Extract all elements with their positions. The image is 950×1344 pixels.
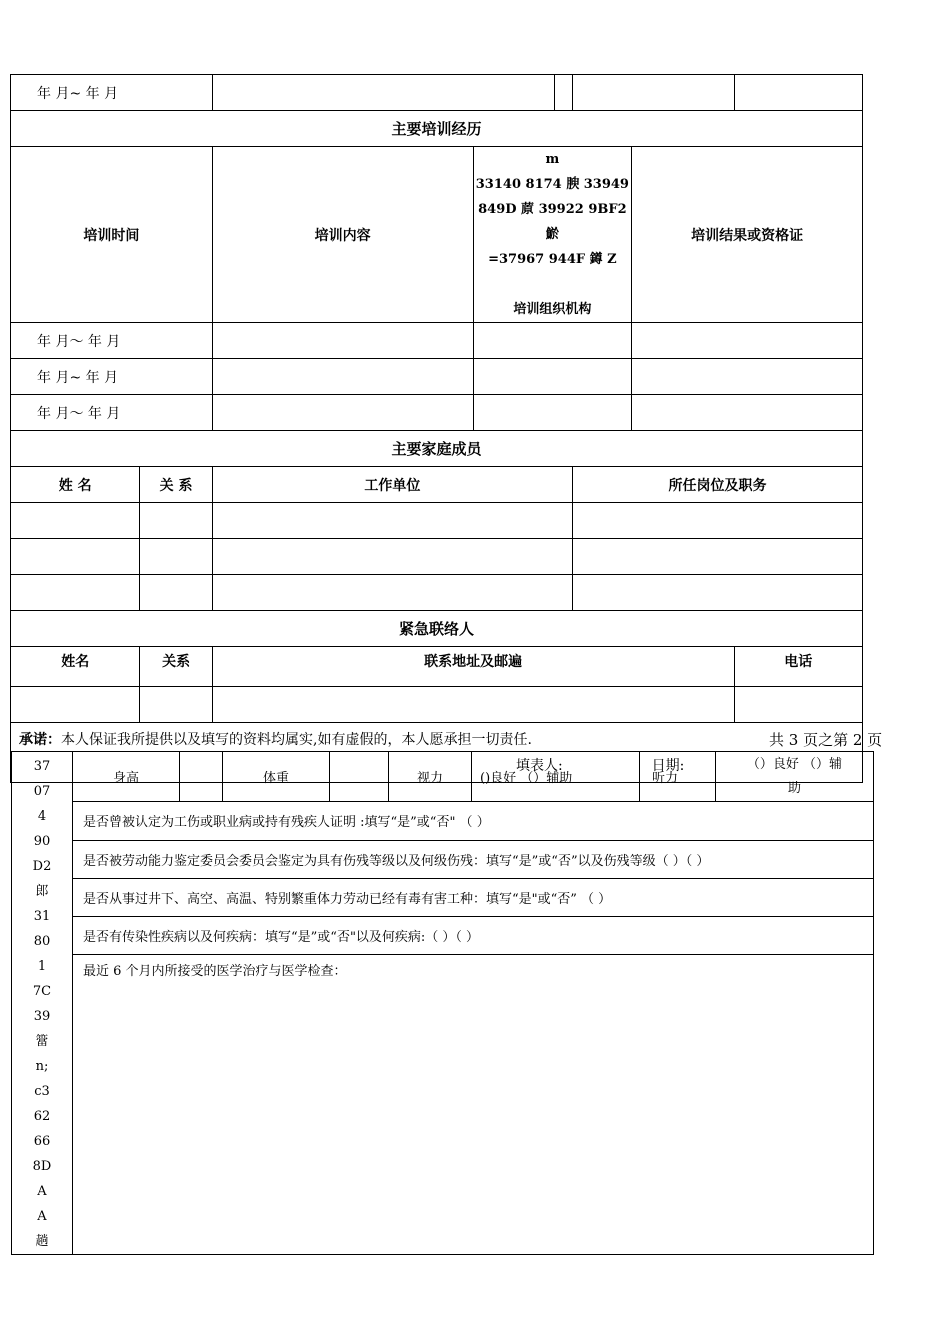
training-row bbox=[11, 359, 863, 395]
application-form-table bbox=[10, 74, 863, 783]
training-content-cell[interactable] bbox=[212, 395, 473, 431]
side-garbled-column bbox=[12, 752, 73, 1255]
side-line: 37 bbox=[33, 759, 51, 774]
side-line: 簹 bbox=[35, 1034, 49, 1049]
training-content-header: 培训内容 bbox=[212, 147, 473, 323]
training-result-header: 培训结果或资格证 bbox=[632, 147, 863, 323]
side-line: 趟 bbox=[35, 1234, 49, 1249]
side-line: 1 bbox=[37, 959, 47, 974]
training-date-range[interactable]: 年 月～ 年 月 bbox=[11, 323, 213, 359]
family-row bbox=[11, 575, 863, 611]
family-work-unit-cell[interactable] bbox=[212, 503, 572, 539]
family-position-header: 所任岗位及职务 bbox=[572, 467, 862, 503]
training-section-title: 主要培训经历 bbox=[11, 111, 863, 147]
training-result-cell[interactable] bbox=[632, 323, 863, 359]
family-name-header: 姓 名 bbox=[11, 467, 140, 503]
emergency-phone-cell[interactable] bbox=[734, 687, 863, 723]
training-org-label: 培训组织机构 bbox=[513, 302, 592, 317]
side-line: 8D bbox=[32, 1159, 52, 1174]
hearing-label: 听力 bbox=[640, 752, 716, 802]
vision-options[interactable]: ()良好 （）辅助 bbox=[472, 752, 640, 802]
side-line: 4 bbox=[37, 809, 47, 824]
emergency-relation-header: 关系 bbox=[140, 647, 212, 687]
date-label: 日期: bbox=[651, 758, 685, 774]
emergency-address-header: 联系地址及邮遍 bbox=[212, 647, 734, 687]
family-work-unit-cell[interactable] bbox=[212, 575, 572, 611]
emergency-row bbox=[11, 687, 863, 723]
emergency-name-cell[interactable] bbox=[11, 687, 140, 723]
hearing-options-line-2: 助 bbox=[787, 780, 801, 796]
family-position-cell[interactable] bbox=[572, 503, 862, 539]
side-line: 郎 bbox=[35, 884, 49, 899]
training-date-range[interactable]: 年 月～ 年 月 bbox=[11, 395, 213, 431]
training-result-cell[interactable] bbox=[632, 359, 863, 395]
emergency-header-row bbox=[11, 647, 863, 687]
training-content-cell[interactable] bbox=[212, 359, 473, 395]
training-header-row bbox=[11, 147, 863, 323]
infectious-disease-question[interactable]: 是否有传染性疾病以及何疾病：填写“是”或“否"以及何疾病:（ ）（ ） bbox=[73, 916, 874, 954]
family-section-title: 主要家庭成员 bbox=[11, 431, 863, 467]
side-line: 07 bbox=[33, 784, 51, 799]
side-line: D2 bbox=[32, 859, 52, 874]
family-name-cell[interactable] bbox=[11, 503, 140, 539]
family-relation-cell[interactable] bbox=[140, 575, 212, 611]
side-line: A bbox=[37, 1184, 47, 1199]
training-org-header bbox=[473, 147, 632, 323]
work-position-cell[interactable] bbox=[554, 75, 572, 111]
emergency-relation-cell[interactable] bbox=[140, 687, 212, 723]
training-result-cell[interactable] bbox=[632, 395, 863, 431]
side-line: 80 bbox=[33, 934, 51, 949]
family-relation-cell[interactable] bbox=[140, 503, 212, 539]
training-org-cell[interactable] bbox=[473, 395, 632, 431]
family-relation-header: 关 系 bbox=[140, 467, 212, 503]
work-unit-cell[interactable] bbox=[212, 75, 554, 111]
pledge-text: 本人保证我所提供以及填写的资料均属实,如有虚假的，本人愿承担一切责任. bbox=[61, 732, 532, 748]
hearing-options-line-1: （）良好 （）辅 bbox=[746, 756, 843, 772]
side-line: 39 bbox=[33, 1009, 51, 1024]
side-line: n; bbox=[35, 1059, 49, 1074]
hearing-options[interactable] bbox=[716, 752, 874, 802]
work-salary-cell[interactable] bbox=[572, 75, 734, 111]
side-line: 66 bbox=[33, 1134, 51, 1149]
work-injury-question[interactable]: 是否曾被认定为工伤或职业病或持有残疾人证明 :填写“是”或“否" （ ） bbox=[73, 802, 874, 840]
family-relation-cell[interactable] bbox=[140, 539, 212, 575]
training-org-garbled-line-1: m bbox=[545, 152, 560, 167]
side-line: 31 bbox=[33, 909, 51, 924]
height-label: 身高 bbox=[73, 752, 180, 802]
hazardous-work-question[interactable]: 是否从事过井下、高空、高温、特别繁重体力劳动已经有毒有害工种：填写“是"或“否” （ ） bbox=[73, 878, 874, 916]
medical-history-field[interactable] bbox=[73, 955, 874, 1255]
weight-label: 体重 bbox=[223, 752, 330, 802]
training-time-header: 培训时间 bbox=[11, 147, 213, 323]
side-line: 90 bbox=[33, 834, 51, 849]
pledge-label: 承诺： bbox=[19, 732, 61, 748]
training-row bbox=[11, 323, 863, 359]
family-position-cell[interactable] bbox=[572, 539, 862, 575]
family-position-cell[interactable] bbox=[572, 575, 862, 611]
side-line: 62 bbox=[33, 1109, 51, 1124]
health-info-table bbox=[11, 751, 874, 1255]
weight-value-cell[interactable] bbox=[330, 752, 389, 802]
family-row bbox=[11, 503, 863, 539]
family-name-cell[interactable] bbox=[11, 539, 140, 575]
emergency-name-header: 姓名 bbox=[11, 647, 140, 687]
training-org-garbled-line-2: 33140 8174 腴 33949 849D 蒝 39922 9BF2 鯲 bbox=[475, 177, 629, 242]
training-org-garbled-line-3: =37967 944F 鐏 Z bbox=[488, 252, 617, 267]
emergency-address-cell[interactable] bbox=[212, 687, 734, 723]
work-date-range[interactable]: 年 月~ 年 月 bbox=[11, 75, 213, 111]
side-line: c3 bbox=[34, 1084, 50, 1099]
family-work-unit-cell[interactable] bbox=[212, 539, 572, 575]
work-history-last-row bbox=[11, 75, 863, 111]
filler-label: 填表人: bbox=[516, 758, 563, 774]
training-content-cell[interactable] bbox=[212, 323, 473, 359]
work-reason-cell[interactable] bbox=[734, 75, 863, 111]
family-header-row bbox=[11, 467, 863, 503]
height-value-cell[interactable] bbox=[180, 752, 223, 802]
training-org-cell[interactable] bbox=[473, 359, 632, 395]
training-date-range[interactable]: 年 月~ 年 月 bbox=[11, 359, 213, 395]
training-row bbox=[11, 395, 863, 431]
emergency-phone-header: 电话 bbox=[734, 647, 863, 687]
training-org-cell[interactable] bbox=[473, 323, 632, 359]
vision-label: 视力 bbox=[389, 752, 472, 802]
disability-grade-question[interactable]: 是否被劳动能力鉴定委员会委员会鉴定为具有伤残等级以及何级伤残：填写“是”或“否”以及伤残等级（ ）（ ） bbox=[73, 840, 874, 878]
family-work-unit-header: 工作单位 bbox=[212, 467, 572, 503]
physical-row bbox=[12, 752, 874, 802]
page-count: 共 3 页之第 2 页 bbox=[769, 731, 883, 749]
emergency-section-title: 紧急联络人 bbox=[11, 611, 863, 647]
side-line: 7C bbox=[32, 984, 52, 999]
family-name-cell[interactable] bbox=[11, 575, 140, 611]
side-line: A bbox=[37, 1209, 47, 1224]
family-row bbox=[11, 539, 863, 575]
medical-history-label: 最近 6 个月内所接受的医学治疗与医学检查： bbox=[83, 964, 347, 980]
